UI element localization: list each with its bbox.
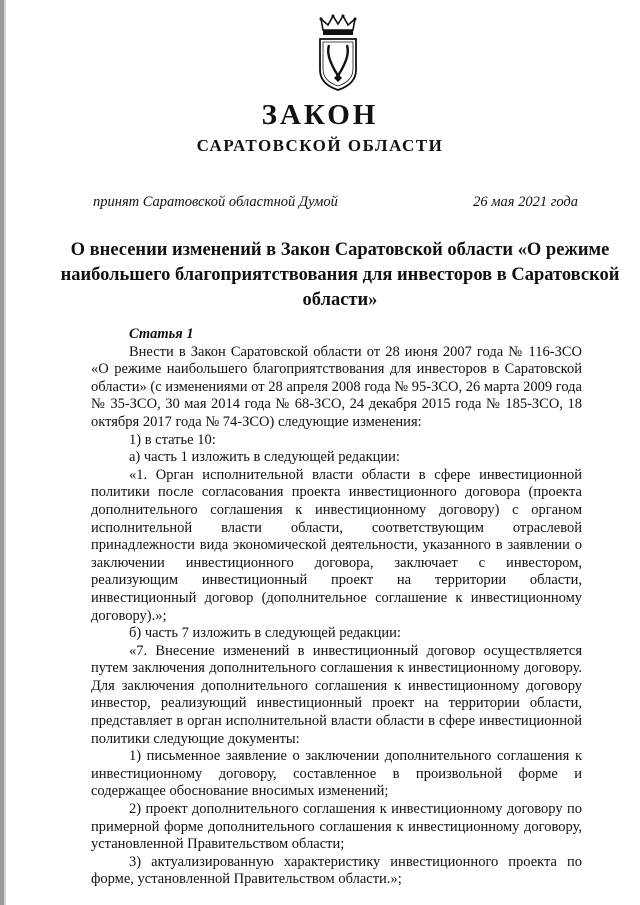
paragraph: 1) письменное заявление о заключении дополнительного соглашения к инвестиционному договору, составленное в произвольной форме и содержащее обоснование вносимых изменений; xyxy=(91,748,582,800)
law-region-subtitle: САРАТОВСКОЙ ОБЛАСТИ xyxy=(196,136,444,155)
adopted-by: принят Саратовской областной Думой xyxy=(93,194,338,210)
article-heading: Статья 1 xyxy=(129,326,194,342)
law-name-heading: О внесении изменений в Закон Саратовской области «О режиме наибольшего благоприятствования для инвесторов в Саратовской области» xyxy=(60,240,620,310)
law-title: ЗАКОН xyxy=(261,99,379,131)
paragraph: 3) актуализированную характеристику инвестиционного проекта по форме, установленной Правительством области.»; xyxy=(91,853,582,888)
paragraph: а) часть 1 изложить в следующей редакции: xyxy=(129,449,400,466)
paragraph: 1) в статье 10: xyxy=(129,431,216,448)
paragraph: «7. Внесение изменений в инвестиционный договор осуществляется путем заключения дополнительного соглашения к инвестиционному договору. Для заключения дополнительного соглашения к инвестиционному договору инвестор, реализующий инвестиционный проект на территории области, представляет в орган исполнительной власти области в сфере инвестиционной политики следующие документы: xyxy=(91,642,582,747)
paragraph: Внести в Закон Саратовской области от 28 июня 2007 года № 116-ЗСО «О режиме наибольшего благоприятствования для инвесторов в Саратовской области» (с изменениями от 28 апреля 2008 года № 95-ЗСО, 26 марта 2009 года № 35-ЗСО, 30 мая 2014 года № 68-ЗСО, 24 декабря 2015 года № 185-ЗСО, 18 октября 2017 года № 74-ЗСО) следующие изменения: xyxy=(91,343,582,430)
paragraph: б) часть 7 изложить в следующей редакции: xyxy=(129,625,401,642)
adoption-date: 26 мая 2021 года xyxy=(473,194,578,210)
paragraph: «1. Орган исполнительной власти области в сфере инвестиционной политики после согласования проекта инвестиционного договора (проекта дополнительного соглашения к инвестиционному договору) с органом исполнительной власти области, соответствующим отраслевой принадлежности вида экономической деятельности, указанного в заявлении о заключении инвестиционного договора, заключает с инвестором, реализующим инвестиционный проект на территории области, инвестиционный договор (дополнительное соглашение к инвестиционному договору).»; xyxy=(91,466,582,624)
law-body xyxy=(91,326,582,889)
coat-of-arms-icon xyxy=(316,14,360,92)
paragraph: 2) проект дополнительного соглашения к инвестиционному договору по примерной форме дополнительного соглашения к инвестиционному договору, установленной Правительством области; xyxy=(91,801,582,853)
